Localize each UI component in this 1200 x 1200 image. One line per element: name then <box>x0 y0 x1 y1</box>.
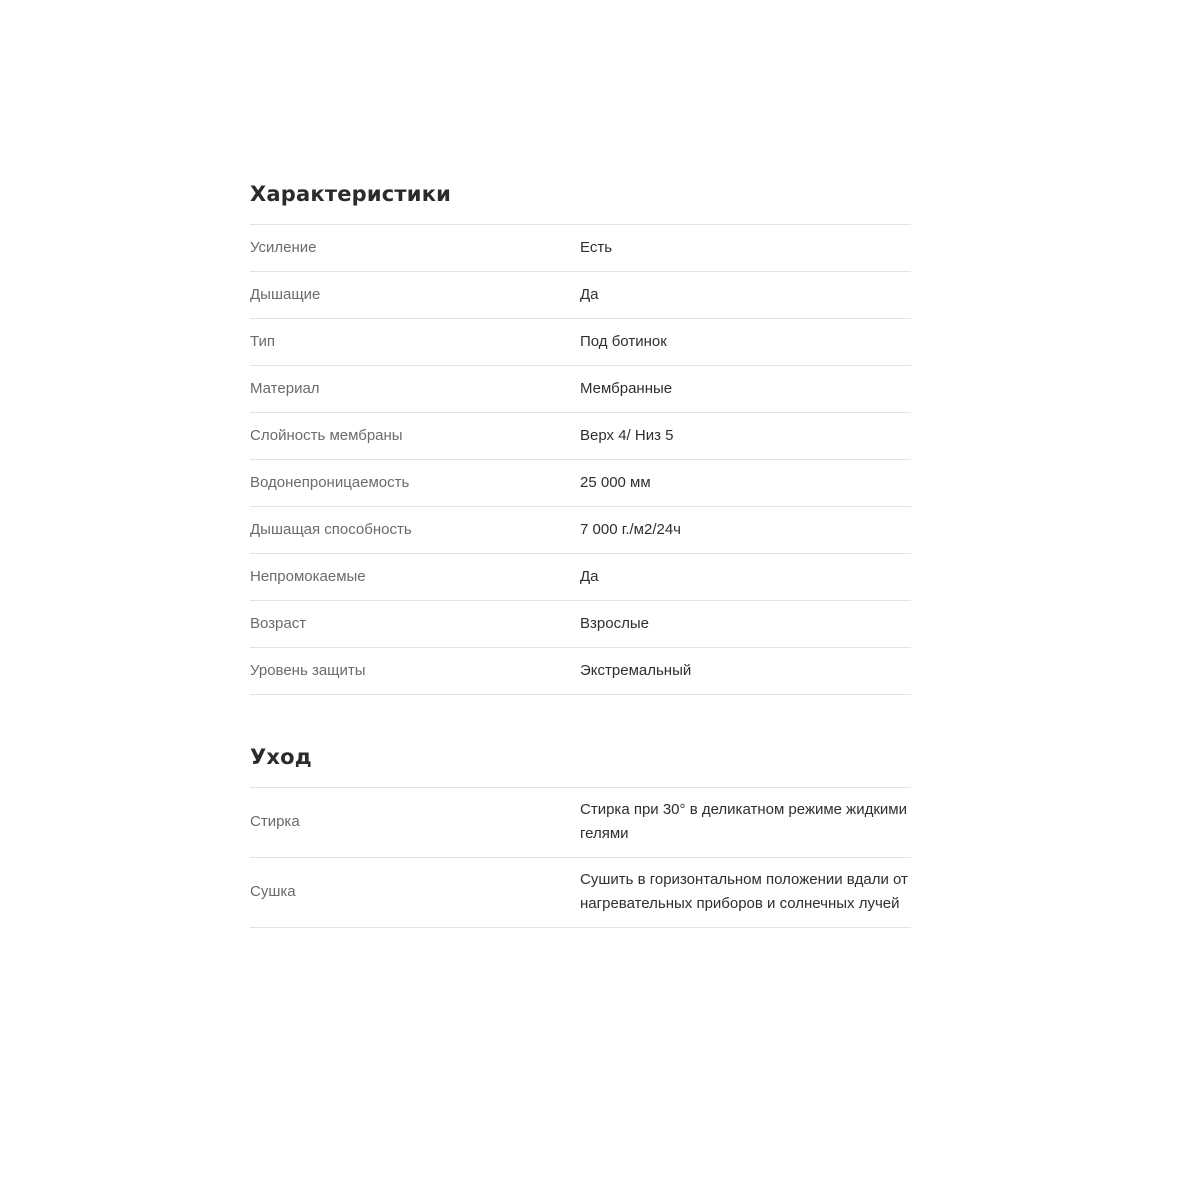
characteristics-title: Характеристики <box>250 182 452 206</box>
spec-label: Материал <box>250 380 320 397</box>
spec-value: 7 000 г./м2/24ч <box>580 521 682 538</box>
spec-label: Возраст <box>250 615 307 632</box>
spec-label: Тип <box>250 333 276 350</box>
care-row <box>250 788 911 858</box>
care-title: Уход <box>250 745 312 769</box>
spec-value: Есть <box>580 239 613 256</box>
care-value: Сушить в горизонтальном положении вдали от нагревательных приборов и солнечных лучей <box>580 871 908 912</box>
spec-value: Под ботинок <box>580 333 667 350</box>
characteristics-table <box>250 224 911 695</box>
spec-row <box>250 460 911 507</box>
care-value: Стирка при 30° в деликатном режиме жидкими гелями <box>580 801 907 842</box>
spec-row <box>250 554 911 601</box>
care-label: Сушка <box>250 883 296 900</box>
spec-row <box>250 272 911 319</box>
spec-value: 25 000 мм <box>580 474 651 491</box>
spec-label: Усиление <box>250 239 317 256</box>
spec-label: Непромокаемые <box>250 568 366 585</box>
care-table <box>250 787 911 928</box>
spec-value: Мембранные <box>580 380 673 397</box>
spec-label: Уровень защиты <box>250 662 366 679</box>
spec-row <box>250 507 911 554</box>
spec-row <box>250 319 911 366</box>
care-label: Стирка <box>250 813 300 830</box>
spec-label: Слойность мембраны <box>250 427 403 444</box>
care-row <box>250 858 911 928</box>
spec-row <box>250 648 911 695</box>
spec-row <box>250 601 911 648</box>
spec-value: Взрослые <box>580 615 649 632</box>
section-spacer <box>250 695 911 735</box>
product-specs <box>250 172 911 928</box>
spec-row <box>250 366 911 413</box>
spec-label: Водонепроницаемость <box>250 474 410 491</box>
spec-label: Дышащая способность <box>250 521 412 538</box>
spec-row <box>250 413 911 460</box>
spec-label: Дышащие <box>250 286 321 303</box>
spec-row <box>250 225 911 272</box>
spec-value: Верх 4/ Низ 5 <box>580 427 674 444</box>
spec-value: Экстремальный <box>580 662 692 679</box>
spec-value: Да <box>580 286 599 303</box>
spec-value: Да <box>580 568 599 585</box>
